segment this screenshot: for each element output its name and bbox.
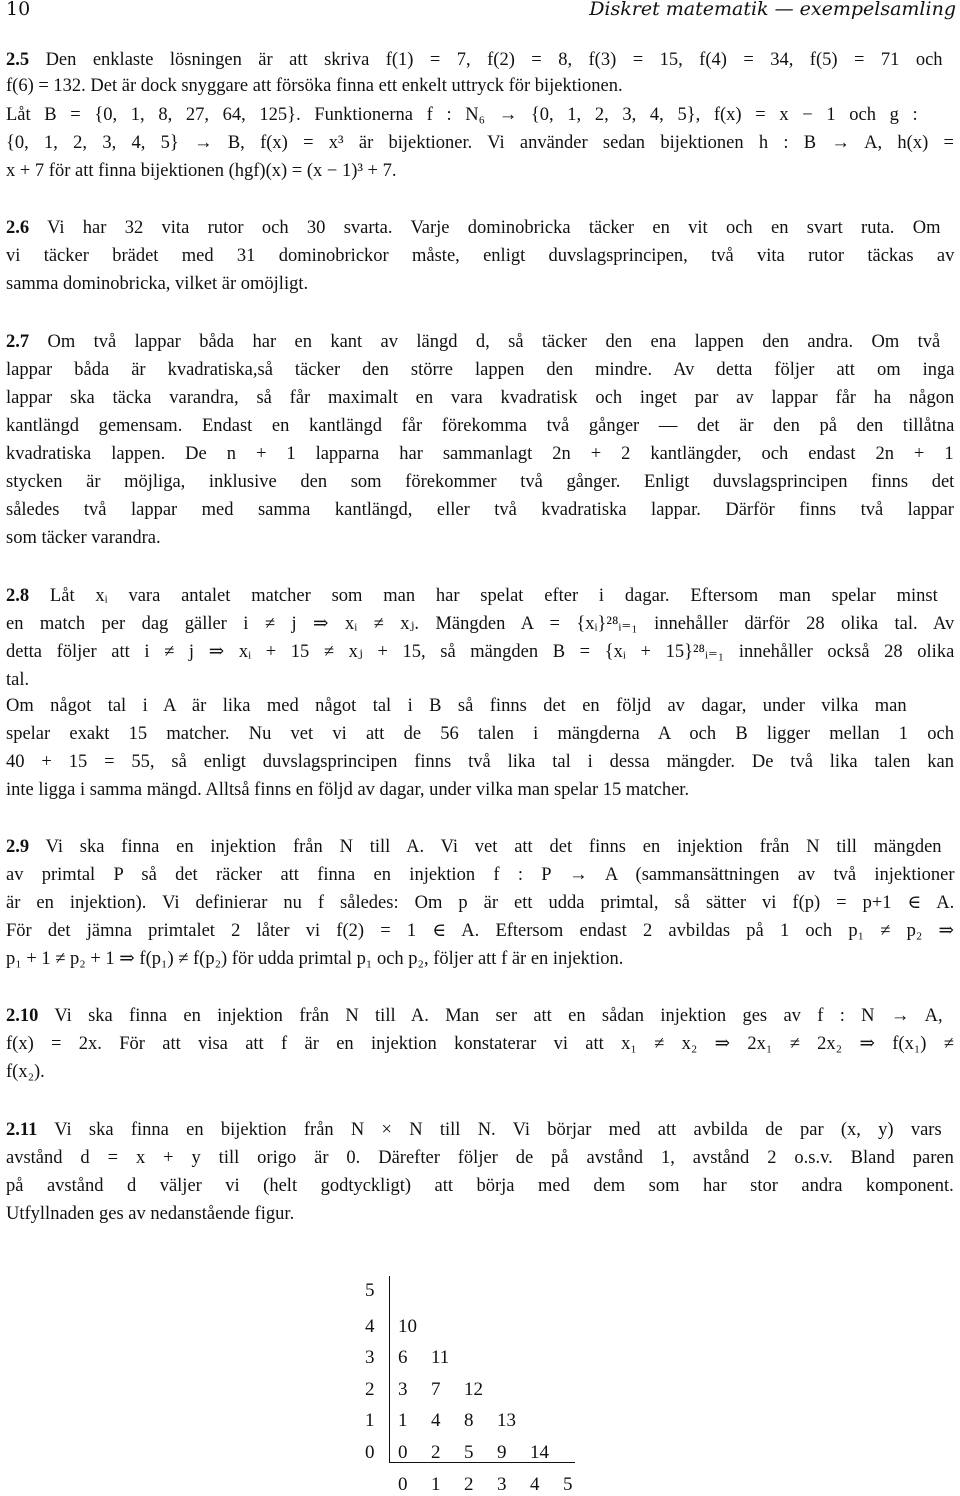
line-text: Den enklaste lösningen är att skriva f(1) = 7, f(2) = 8, f(3) = 15, f(4) = 34, f(5) = 71 och xyxy=(29,50,943,70)
line-text: Vi ska finna en bijektion från N × N till N. Vi börjar med att avbilda de par (x, y) vars xyxy=(37,1120,942,1140)
figure-cell-value: 14 xyxy=(530,1442,549,1463)
figure-y-axis-line xyxy=(389,1276,390,1462)
line-text: avstånd d = x + y till origo är 0. Därefter följer de på avstånd 1, avstånd 2 o.s.v. Bland paren xyxy=(6,1148,954,1168)
exercise-number: 2.8 xyxy=(6,586,30,606)
line-text: 40 + 15 = 55, så enligt duvslagsprincipen finns två lika tal i dessa mängder. De två lika talen kan xyxy=(6,752,954,772)
figure-cell-value: 5 xyxy=(464,1442,474,1463)
line-text: Vi ska finna en injektion från N till A. Vi vet att det finns en injektion från N till mängden xyxy=(29,837,942,857)
figure-cell-value: 4 xyxy=(431,1410,441,1431)
line-text: Vi ska finna en injektion från N till A. Man ser att en sådan injektion ges av f : N → A, xyxy=(38,1006,943,1026)
figure-cell-value: 7 xyxy=(431,1379,441,1400)
line-text: samma dominobricka, vilket är omöjligt. xyxy=(6,274,309,294)
figure-cell-value: 3 xyxy=(398,1379,408,1400)
line-text: lappar båda är kvadratiska,så täcker den större lappen den mindre. Av detta följer att om inga xyxy=(6,360,955,380)
line-text: vi täcker brädet med 31 dominobrickor måste, enligt duvslagsprincipen, två vita rutor täckas av xyxy=(6,246,955,266)
exercise-number: 2.11 xyxy=(6,1120,38,1140)
figure-x-label: 3 xyxy=(497,1474,507,1495)
exercise-number: 2.10 xyxy=(6,1006,39,1026)
line-text: Låt B = {0, 1, 8, 27, 64, 125}. Funktionerna f : N₆ → {0, 1, 2, 3, 4, 5}, f(x) = x − 1 och g : xyxy=(6,105,918,125)
line-text: För det jämna primtalet 2 låter vi f(2) = 1 ∈ A. Eftersom endast 2 avbildas på 1 och p₁ ≠ p₂ ⇒ xyxy=(6,921,955,941)
figure-x-label: 2 xyxy=(464,1474,474,1495)
line-text: Låt xᵢ vara antalet matcher som man har spelat efter i dagar. Eftersom man spelar minst xyxy=(29,586,938,606)
line-text: Om två lappar båda har en kant av längd d, så täcker den ena lappen den andra. Om två xyxy=(29,332,941,352)
figure-cell-value: 12 xyxy=(464,1379,483,1400)
figure-x-label: 0 xyxy=(398,1474,408,1495)
exercise-number: 2.7 xyxy=(6,332,30,352)
exercise-number: 2.6 xyxy=(6,218,30,238)
figure-y-label: 2 xyxy=(365,1379,375,1400)
figure-cell-value: 13 xyxy=(497,1410,516,1431)
line-text: p₁ + 1 ≠ p₂ + 1 ⇒ f(p₁) ≠ f(p₂) för udda primtal p₁ och p₂, följer att f är en injektion. xyxy=(6,949,624,969)
figure-cell-value: 9 xyxy=(497,1442,507,1463)
line-text: är en injektion). Vi definierar nu f således: Om p är ett udda primtal, så sätter vi f(p) = p+1 ∈ A. xyxy=(6,893,955,913)
figure-cell-value: 1 xyxy=(398,1410,408,1431)
figure-cell-value: 6 xyxy=(398,1347,408,1368)
figure-x-label: 5 xyxy=(563,1474,573,1495)
figure-x-label: 4 xyxy=(530,1474,540,1495)
line-text: f(x) = 2x. För att visa att f är en injektion konstaterar vi att x₁ ≠ x₂ ⇒ 2x₁ ≠ 2x₂ ⇒ f(x₁) ≠ xyxy=(6,1034,954,1054)
line-text: stycken är möjliga, inklusive den som förekommer två gånger. Enligt duvslagsprincipen finns det xyxy=(6,472,955,492)
page-number: 10 xyxy=(6,0,31,20)
line-text: av primtal P så det räcker att finna en injektion f : P → A (sammansättningen av två injektioner xyxy=(6,865,955,885)
running-title: Diskret matematik — exempelsamling xyxy=(589,0,956,20)
line-text: kantlängd gemensam. Endast en kantlängd får förekomma två gånger — det är den på den tillåtna xyxy=(6,416,955,436)
line-text: x + 7 för att finna bijektionen (hgf)(x) = (x − 1)³ + 7. xyxy=(6,161,397,181)
line-text: Om något tal i A är lika med något tal i B så finns det en följd av dagar, under vilka man xyxy=(6,696,907,716)
figure-cell-value: 0 xyxy=(398,1442,408,1463)
line-text: f(x₂). xyxy=(6,1062,45,1082)
exercise-number: 2.9 xyxy=(6,837,30,857)
figure-y-label: 5 xyxy=(365,1280,375,1301)
figure-cell-value: 2 xyxy=(431,1442,441,1463)
figure-y-label: 3 xyxy=(365,1347,375,1368)
line-text: kvadratiska lappen. De n + 1 lapparna har sammanlagt 2n + 2 kantlängder, och endast 2n + 1 xyxy=(6,444,954,464)
figure-y-label: 0 xyxy=(365,1442,375,1463)
line-text: således två lappar med samma kantlängd, eller två kvadratiska lappar. Därför finns två lappar xyxy=(6,500,954,520)
figure-y-label: 4 xyxy=(365,1316,375,1337)
figure-cell-value: 11 xyxy=(431,1347,450,1368)
figure-cell-value: 8 xyxy=(464,1410,474,1431)
exercise-number: 2.5 xyxy=(6,50,30,70)
line-text: som täcker varandra. xyxy=(6,528,161,548)
line-text: inte ligga i samma mängd. Alltså finns en följd av dagar, under vilka man spelar 15 matcher. xyxy=(6,780,690,800)
line-text: tal. xyxy=(6,670,30,690)
line-text: f(6) = 132. Det är dock snyggare att försöka finna ett enkelt uttryck för bijektionen. xyxy=(6,76,623,96)
line-text: spelar exakt 15 matcher. Nu vet vi att de 56 talen i mängderna A och B ligger mellan 1 och xyxy=(6,724,954,744)
figure-x-label: 1 xyxy=(431,1474,441,1495)
figure-cell-value: 10 xyxy=(398,1316,417,1337)
figure-y-label: 1 xyxy=(365,1410,375,1431)
line-text: Vi har 32 vita rutor och 30 svarta. Varje dominobricka täcker en vit och en svart ruta. Om xyxy=(29,218,941,238)
line-text: på avstånd d väljer vi (helt godtyckligt) att börja med dem som har stor andra komponent. xyxy=(6,1176,954,1196)
line-text: detta följer att i ≠ j ⇒ xᵢ + 15 ≠ xⱼ + 15, så mängden B = {xᵢ + 15}²⁸ᵢ₌₁ innehåller också 28 olika xyxy=(6,642,955,662)
line-text: lappar ska täcka varandra, så får maximalt en vara kvadratisk och inget par av lappar får ha någon xyxy=(6,388,955,408)
line-text: en match per dag gäller i ≠ j ⇒ xᵢ ≠ xⱼ. Mängden A = {xᵢ}²⁸ᵢ₌₁ innehåller därför 28 olika tal. Av xyxy=(6,614,955,634)
line-text: {0, 1, 2, 3, 4, 5} → B, f(x) = x³ är bijektioner. Vi använder sedan bijektionen h : B → A, h(x) = xyxy=(6,133,954,153)
line-text: Utfyllnaden ges av nedanstående figur. xyxy=(6,1204,295,1224)
